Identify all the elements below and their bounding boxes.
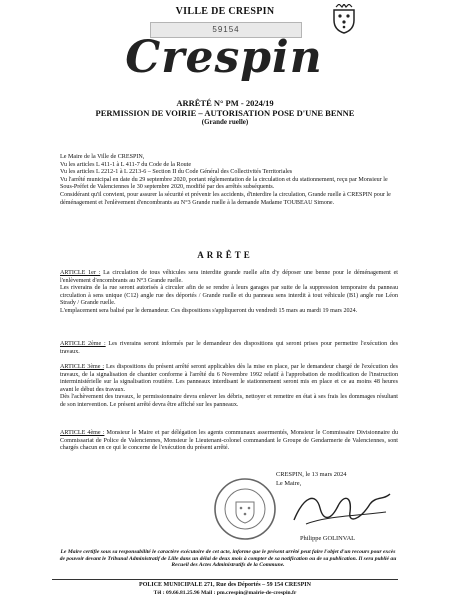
- article-text: Monsieur le Maire et par délégation les agents communaux assermentés, Monsieur le Commissaire Divisionnaire du Commissariat de Police de Valenciennes, Monsieur le Lieutenant-colonel commandant le Groupe de Gendarmerie de Valenciennes, sont chargés chacun en ce qui le concerne de l'exécution du présent arrêté.: [60, 430, 399, 452]
- decree-subtitle: (Grande ruelle): [201, 118, 249, 126]
- footer-address: POLICE MUNICIPALE 271, Rue des Déportés – 59 154 CRESPIN: [139, 582, 311, 588]
- footer-divider: [52, 579, 398, 580]
- crespin-logo: [120, 22, 330, 84]
- article-1: [60, 270, 398, 316]
- article-text: La circulation de tous véhicules sera interdite grande ruelle afin d'y déposer une benne pour le déménagement et l'enlèvement d'encombrants au N°3 Grande ruelle.: [60, 270, 398, 284]
- article-2: [60, 341, 398, 356]
- decree-heading: ARRÊTE: [197, 250, 253, 260]
- article-text: Dès l'achèvement des travaux, le permissionnaire devra enlever les débris, nettoyer et remettre en état à ses frais les dommages résultant de son intervention. Le présent arrêté devra être affiché sur les panneaux.: [60, 394, 398, 408]
- coat-of-arms-icon: [330, 4, 358, 34]
- article-3: [60, 364, 398, 410]
- town-hall-stamp: [212, 476, 278, 542]
- article-4: [60, 430, 398, 453]
- preamble-line: Le Maire de la Ville de CRESPIN,: [60, 154, 145, 160]
- preamble-line: Vu les articles L 411-1 à L 411-7 du Code de la Route: [60, 161, 192, 168]
- logo-town-sign: 59154: [150, 22, 302, 38]
- legal-notice: Le Maire certifie sous sa responsabilité le caractère exécutoire de cet acte, informe que le présent arrêté peut faire l'objet d'un recours pour excès de pouvoir devant le Tribunal Administratif de Lille dans un délai de deux mois à compter de sa notification ou de sa publication. Il sera publié au Recueil des Actes Administratifs de la Commune.: [59, 549, 397, 569]
- article-label: ARTICLE 3ème :: [60, 364, 105, 370]
- decree-number: ARRÊTÉ N° PM - 2024/19: [176, 98, 274, 108]
- article-text: Les dispositions du présent arrêté seront applicables dès la mise en place, par le demandeur chargé de l'exécution des travaux, de la signalisation de chantier conforme à l'arrêté du 6 Novembre 1992 relatif à l'approbation de modification de l'instruction interministérielle sur la signalisation routière. Les panneaux interdisant le stationnement seront mis en place et ce au moins 48 heures avant le début des travaux.: [60, 364, 399, 393]
- signature-role: Le Maire,: [276, 480, 302, 487]
- article-label: ARTICLE 4ème :: [60, 430, 105, 436]
- preamble: [60, 154, 398, 207]
- preamble-line: Considérant qu'il convient, pour assurer la sécurité et prévenir les accidents, d'interdire la circulation, Grande ruelle à CRESPIN pour le déménagement et l'enlèvement d'encombrants au N°3 Grande ruelle à la demande Madame TOUBEAU Simone.: [60, 191, 391, 206]
- preamble-line: Vu l'arrêté municipal en date du 29 septembre 2020, portant réglementation de la circulation et du stationnement, reçu par Monsieur le Sous-Préfet de Valenciennes le 30 septembre 2020, modifié par des arrêtés subséquents.: [60, 176, 388, 191]
- signature-place-date: CRESPIN, le 13 mars 2024: [276, 471, 347, 478]
- decree-title: PERMISSION DE VOIRIE – AUTORISATION POSE D'UNE BENNE: [95, 108, 355, 118]
- preamble-line: Vu les articles L 2212-1 à L 2213-6 – Section II du Code Général des Collectivités Territoriales: [60, 169, 293, 176]
- article-text: Les riverains de la rue seront autorisés à circuler afin de se rendre à leurs garages par suite de la suppression temporaire du panneau circulation à sens unique (C12) angle rue des déportés / Grande ruelle et du panneau sens interdit à tout véhicule (B1) angle rue Léon Strady / Grande ruelle.: [60, 285, 398, 307]
- signatory-name: Philippe GOLINVAL: [300, 535, 356, 542]
- town-header: VILLE DE CRESPIN: [175, 6, 275, 17]
- mayor-signature: [286, 486, 396, 532]
- footer-contact: Tél : 09.66.81.25.96 Mail : pm.crespin@mairie-de-crespin.fr: [153, 590, 297, 596]
- article-label: ARTICLE 2ème :: [60, 341, 106, 347]
- article-label: ARTICLE 1er :: [60, 270, 101, 276]
- article-text: L'emplacement sera balisé par le demandeur. Ces dispositions s'appliqueront du vendredi 15 mars au mardi 19 mars 2024.: [60, 307, 358, 314]
- logo-wordmark: Crespin: [125, 32, 323, 83]
- article-text: Les riverains seront informés par le demandeur des dispositions qui seront prises pour permettre l'exécution des travaux.: [60, 341, 399, 355]
